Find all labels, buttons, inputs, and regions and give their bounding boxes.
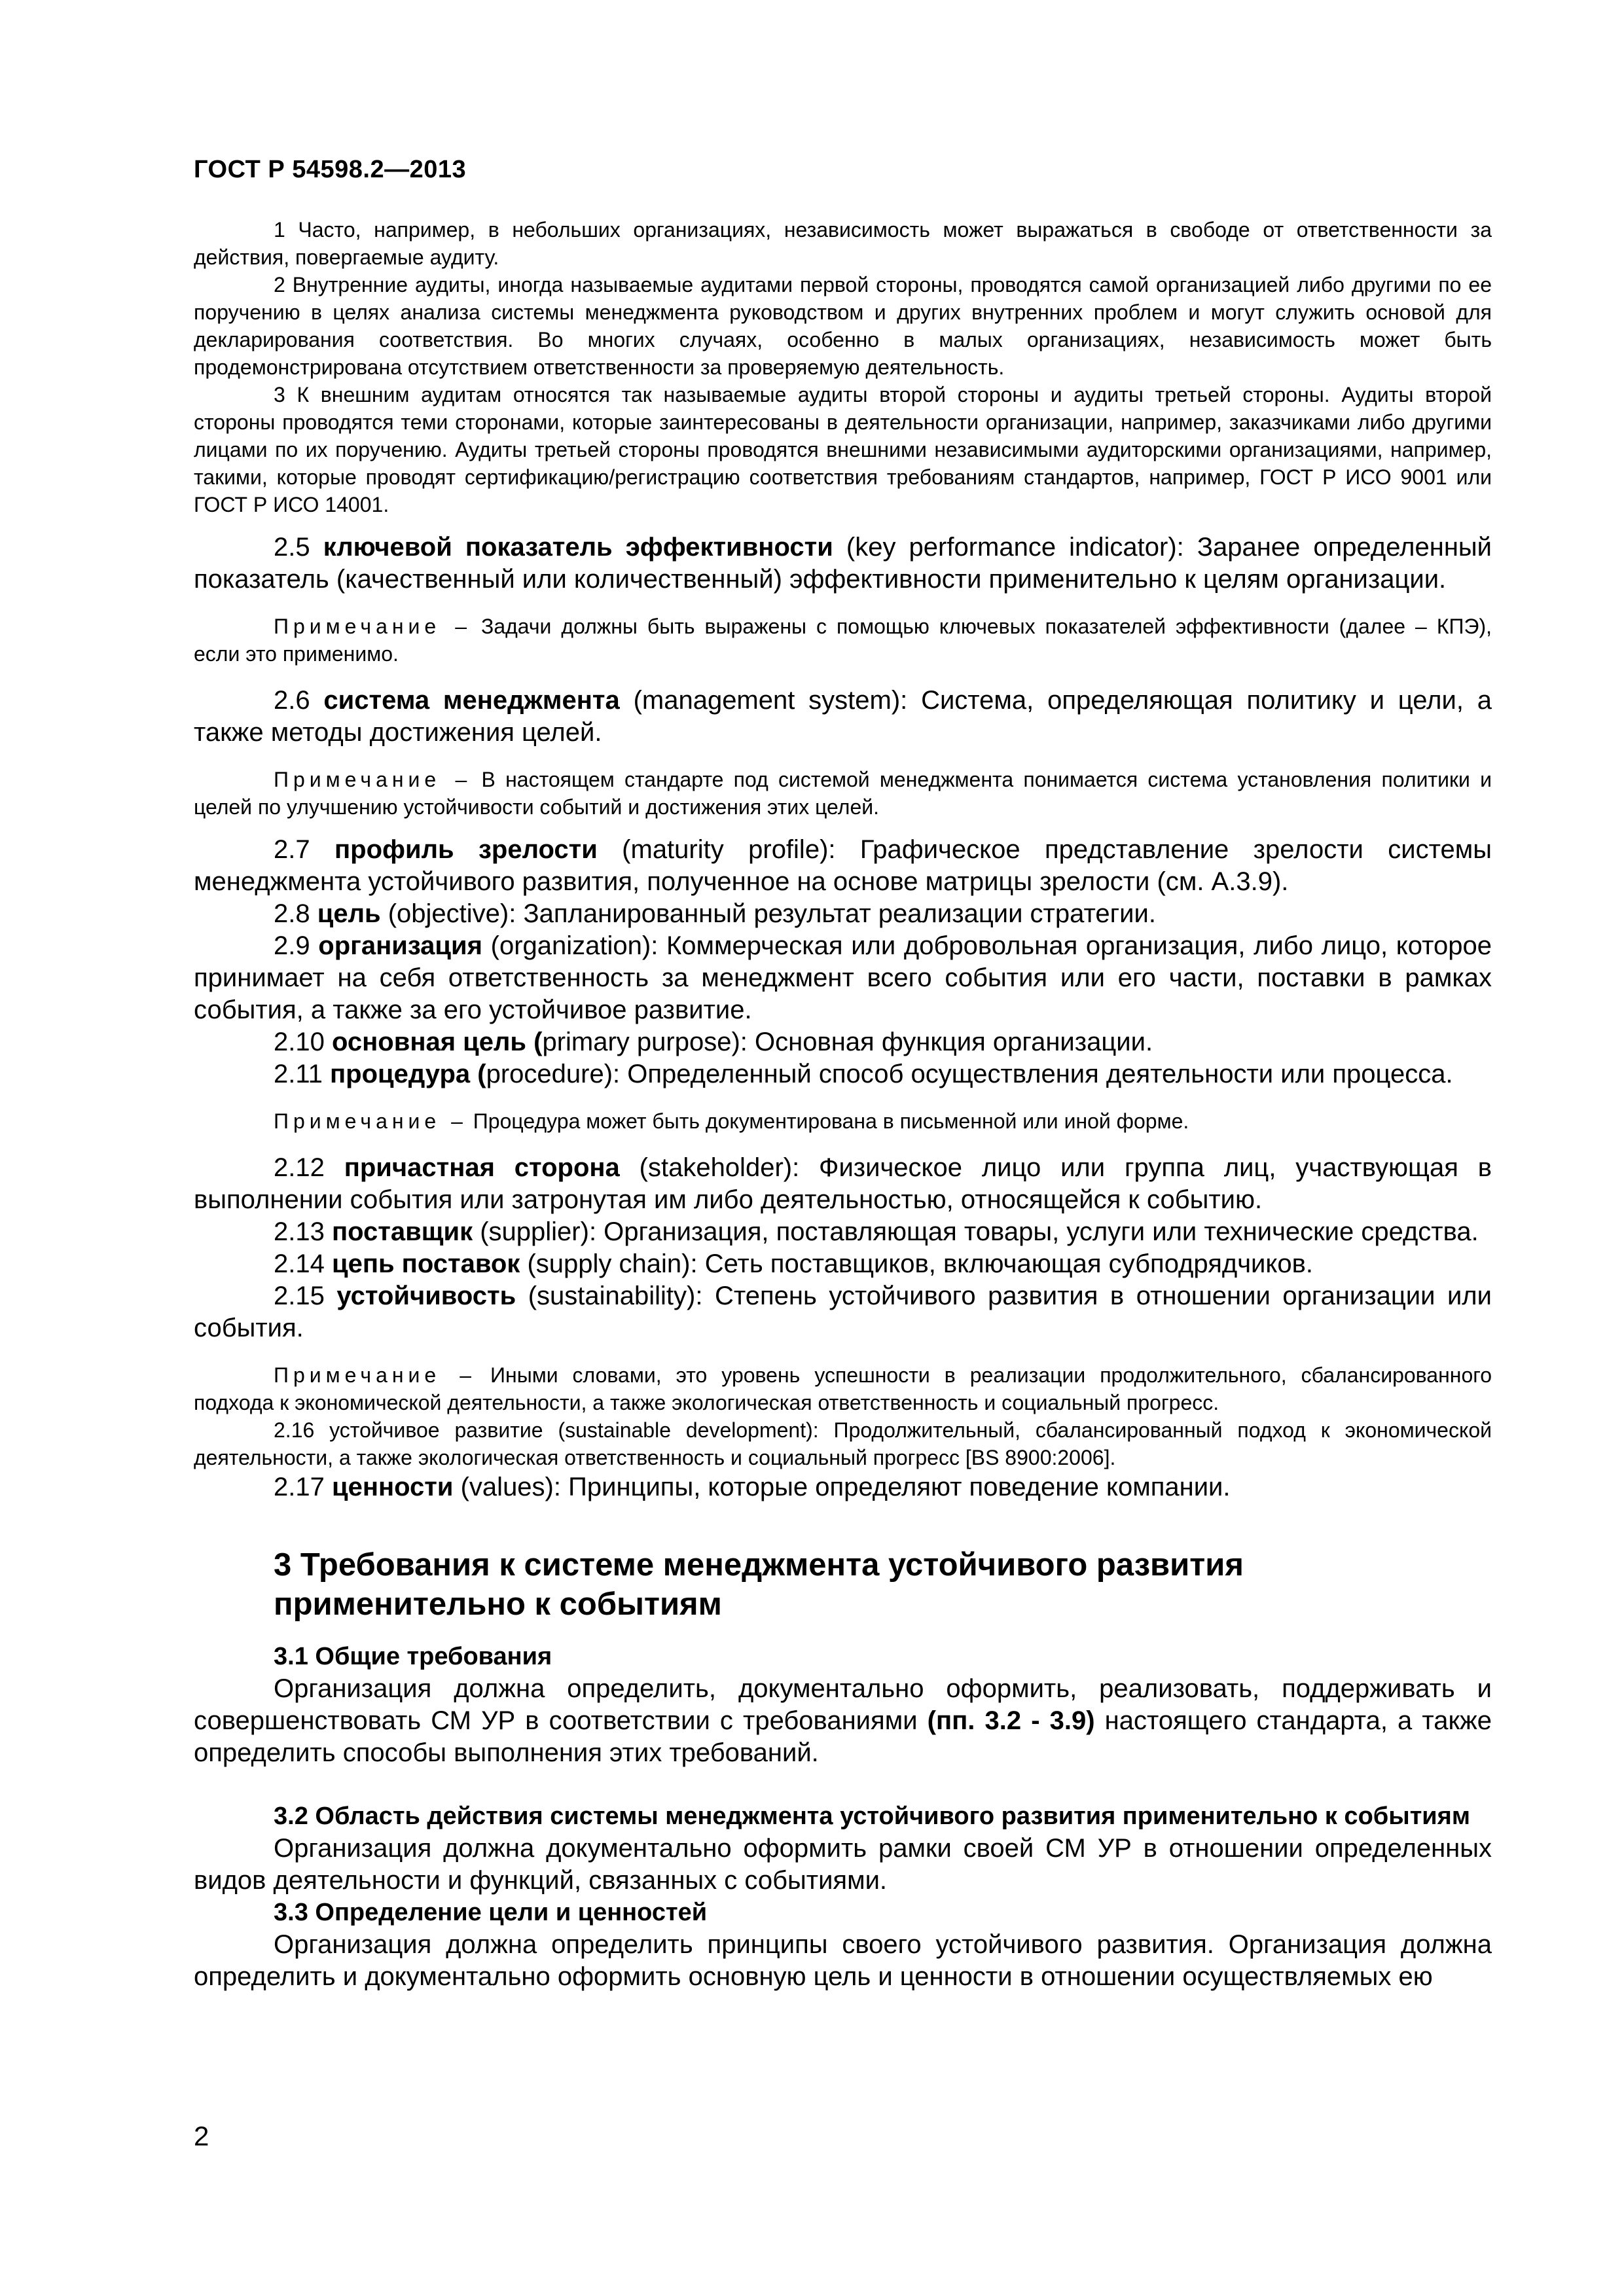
term-2-7: [194, 834, 1492, 898]
term-2-16: 2.16 устойчивое развитие (sustainable development): Продолжительный, сбалансированный подход к экономической деятельности, а также экологическая ответственность и социальный прогресс [BS 8900:2006].: [194, 1418, 1492, 1469]
section-3-heading: 3 Требования к системе менеджмента устойчивого развития применительно к событиям: [274, 1547, 1244, 1622]
subsection-3-1-heading: 3.1 Общие требования: [274, 1643, 552, 1670]
term-name: организация: [318, 931, 482, 960]
term-definition: procedure): Определенный способ осуществления деятельности или процесса.: [486, 1060, 1453, 1088]
term-2-12: [194, 1152, 1492, 1216]
term-number: 2.15: [274, 1282, 325, 1310]
term-number: 2.6: [274, 686, 310, 715]
note-text: В настоящем стандарте под системой менеджмента понимается система установления политики и целей по улучшению устойчивости событий и достижения этих целей.: [194, 768, 1492, 819]
note-3: 3 К внешним аудитам относятся так называемые аудиты второй стороны и аудиты третьей стороны. Аудиты второй стороны проводятся теми сторонами, которые заинтересованы в деятельности организации, например, заказчиками либо другими лицами по их поручению. Аудиты третьей стороны проводятся внешними независимыми аудиторскими организациями, например, такими, которые проводят сертификацию/регистрацию соответствия требованиям стандартов, например, ГОСТ Р ИСО 9001 или ГОСТ Р ИСО 14001.: [194, 383, 1492, 516]
page-number: 2: [194, 2121, 209, 2151]
term-number: 2.17: [274, 1473, 325, 1501]
term-number: 2.9: [274, 931, 310, 960]
term-2-11: [194, 1058, 1492, 1090]
term-definition: (sustainability): Степень устойчивого развития в отношении организации или события.: [194, 1282, 1492, 1342]
term-number: 2.14: [274, 1249, 325, 1278]
text-part: Организация должна определить, документально оформить, реализовать, поддерживать и совершенствовать СМ УР в соответствии с требованиями: [194, 1674, 1492, 1735]
text-part: настоящего стандарта, а также определить способы выполнения этих требований.: [194, 1706, 1492, 1767]
subsection-3-3-text: Организация должна определить принципы своего устойчивого развития. Организация должна определить и документально оформить основную цель и ценности в отношении осуществляемых ею: [194, 1930, 1492, 1991]
term-2-14: [194, 1248, 1492, 1280]
subsection-3-2-heading: 3.2 Область действия системы менеджмента устойчивого развития применительно к событиям: [274, 1803, 1470, 1830]
term-number: 2.7: [274, 835, 310, 864]
term-definition: (values): Принципы, которые определяют поведение компании.: [460, 1473, 1231, 1501]
term-2-13: [194, 1216, 1492, 1248]
term-name: цепь поставок: [331, 1249, 520, 1278]
term-number: 2.13: [274, 1217, 325, 1246]
note-text: Процедура может быть документирована в письменной или иной форме.: [473, 1109, 1189, 1133]
term-definition: (key performance indicator): Заранее определенный показатель (качественный или количественный) эффективности применительно к целям организации.: [194, 533, 1492, 594]
term-number: 2.10: [274, 1028, 325, 1056]
note-2-11: [194, 1107, 1492, 1135]
term-name: ключевой показатель эффективности: [323, 533, 833, 562]
term-name: процедура (: [330, 1060, 486, 1088]
term-name: ценности: [331, 1473, 454, 1501]
term-definition: (organization): Коммерческая или добровольная организация, либо лицо, которое принимает на себя ответственность за менеджмент всего события или его части, поставки в рамках события, а также за его устойчивое развитие.: [194, 931, 1492, 1024]
term-2-17: [194, 1471, 1492, 1503]
term-2-9: [194, 930, 1492, 1026]
note-label: Примечание –: [274, 615, 471, 638]
term-definition: (supply chain): Сеть поставщиков, включающая субподрядчиков.: [527, 1249, 1313, 1278]
term-definition: primary purpose): Основная функция организации.: [542, 1028, 1153, 1056]
term-definition: (objective): Запланированный результат реализации стратегии.: [388, 899, 1156, 928]
term-2-8: [194, 898, 1492, 930]
standard-designation: ГОСТ Р 54598.2—2013: [194, 156, 467, 183]
note-2: 2 Внутренние аудиты, иногда называемые аудитами первой стороны, проводятся самой организацией либо другими по ее поручению в целях анализа системы менеджмента руководством и других внутренних проблем и могут служить основой для декларирования соответствия. Во многих случаях, особенно в малых организациях, независимость может быть продемонстрирована отсутствием ответственности за проверяемую деятельность.: [194, 273, 1492, 379]
note-text: Задачи должны быть выражены с помощью ключевых показателей эффективности (далее – КПЭ), если это применимо.: [194, 615, 1492, 666]
term-number: 2.8: [274, 899, 310, 928]
term-number: 2.5: [274, 533, 310, 562]
subsection-3-1-text: [194, 1673, 1492, 1769]
note-label: Примечание –: [274, 1109, 467, 1133]
note-2-5: [194, 613, 1492, 668]
term-name: цель: [317, 899, 381, 928]
note-2-6: [194, 766, 1492, 821]
term-definition: (management system): Система, определяющая политику и цели, а также методы достижения целей.: [194, 686, 1492, 747]
term-name: основная цель (: [331, 1028, 543, 1056]
term-2-15: [194, 1280, 1492, 1344]
term-number: 2.11: [274, 1060, 323, 1088]
term-2-5: [194, 531, 1492, 596]
term-2-10: [194, 1026, 1492, 1058]
note-text: Иными словами, это уровень успешности в реализации продолжительного, сбалансированного подхода к экономической деятельности, а также экологическая ответственность и социальный прогресс.: [194, 1363, 1492, 1414]
term-name: поставщик: [331, 1217, 473, 1246]
term-name: устойчивость: [336, 1282, 516, 1310]
term-name: профиль зрелости: [334, 835, 598, 864]
subsection-3-3-heading: 3.3 Определение цели и ценностей: [274, 1899, 708, 1926]
term-number: 2.12: [274, 1153, 325, 1182]
note-label: Примечание –: [274, 768, 472, 791]
clause-reference: (пп. 3.2 - 3.9): [927, 1706, 1095, 1735]
subsection-3-2-text: Организация должна документально оформить рамки своей СМ УР в отношении определенных видов деятельности и функций, связанных с событиями.: [194, 1834, 1492, 1895]
note-2-15: [194, 1361, 1492, 1416]
term-name: причастная сторона: [344, 1153, 620, 1182]
page-content: [194, 216, 1492, 1993]
note-label: Примечание –: [274, 1363, 477, 1387]
term-definition: (stakeholder): Физическое лицо или группа лиц, участвующая в выполнении события или затронутая им либо деятельностью, относящейся к событию.: [194, 1153, 1492, 1214]
term-definition: (maturity profile): Графическое представление зрелости системы менеджмента устойчивого развития, полученное на основе матрицы зрелости (см. А.3.9).: [194, 835, 1492, 896]
term-2-6: [194, 685, 1492, 749]
term-definition: (supplier): Организация, поставляющая товары, услуги или технические средства.: [480, 1217, 1479, 1246]
note-1: 1 Часто, например, в небольших организациях, независимость может выражаться в свободе от ответственности за действия, повергаемые аудиту.: [194, 218, 1492, 269]
term-name: система менеджмента: [323, 686, 620, 715]
